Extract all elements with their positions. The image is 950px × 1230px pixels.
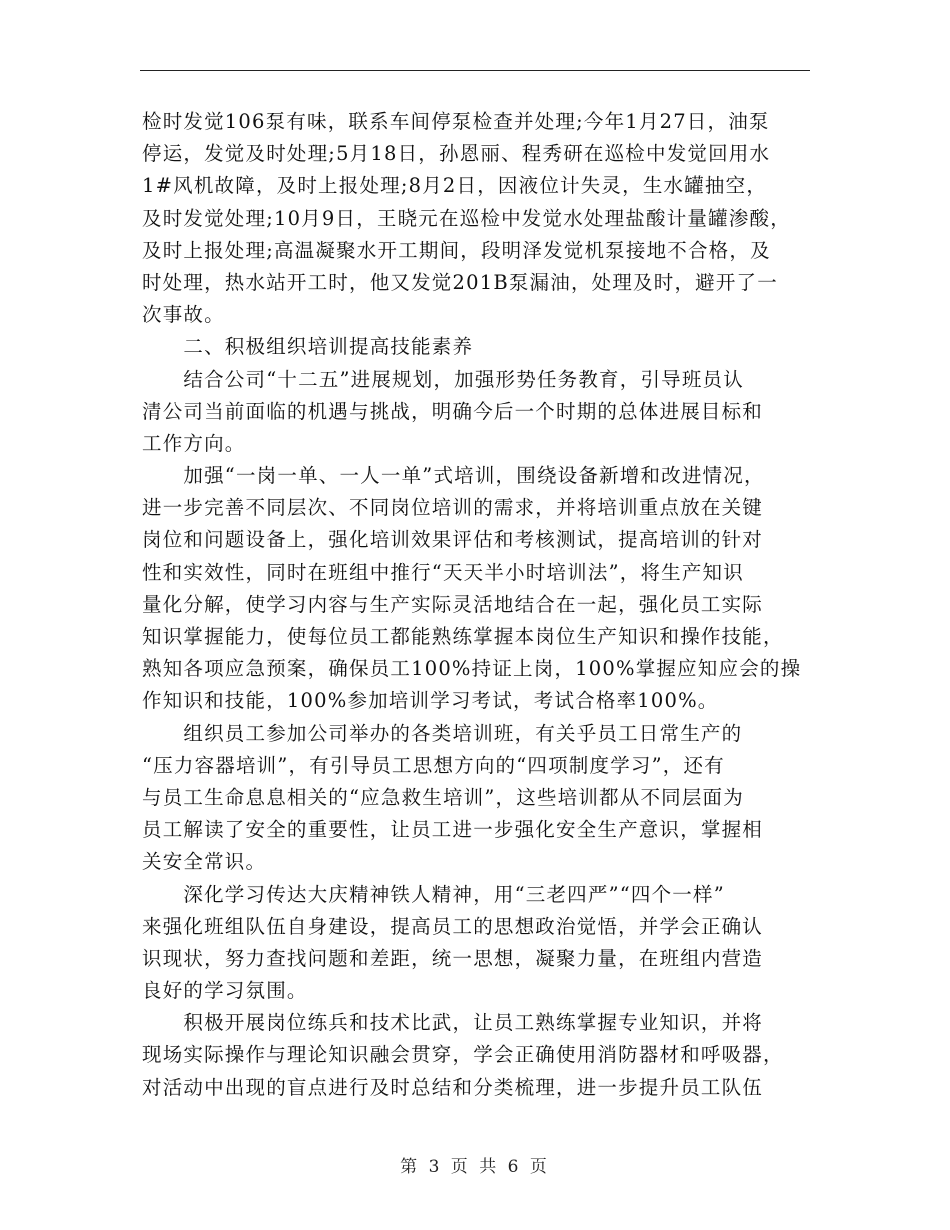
body-line: 对活动中出现的盲点进行及时总结和分类梳理，进一步提升员工队伍 <box>142 1075 764 1099</box>
body-line: 作知识和技能，100%参加培训学习考试，考试合格率100%。 <box>142 689 719 713</box>
body-line: 岗位和问题设备上，强化培训效果评估和考核测试，提高培训的针对 <box>142 528 764 552</box>
body-line: 清公司当前面临的机遇与挑战，明确今后一个时期的总体进展目标和 <box>142 399 764 423</box>
document-body <box>142 106 812 1104</box>
body-line: 识现状，努力查找问题和差距，统一思想，凝聚力量，在班组内营造 <box>142 946 764 970</box>
body-line: 组织员工参加公司举办的各类培训班，有关乎员工日常生产的 <box>142 721 743 745</box>
body-line: 及时上报处理;高温凝聚水开工期间，段明泽发觉机泵接地不合格，及 <box>142 238 771 262</box>
body-line: 知识掌握能力，使每位员工都能熟练掌握本岗位生产知识和操作技能， <box>142 625 784 648</box>
body-line: 停运，发觉及时处理;5月18日，孙恩丽、程秀研在巡检中发觉回用水 <box>142 142 771 166</box>
header-rule <box>140 70 810 71</box>
page-footer: 第 3 页 共 6 页 <box>400 1157 550 1177</box>
body-line: 检时发觉106泵有味，联系车间停泵检查并处理;今年1月27日，油泵 <box>142 110 770 133</box>
body-line: 量化分解，使学习内容与生产实际灵活地结合在一起，强化员工实际 <box>142 592 764 616</box>
body-line: 深化学习传达大庆精神铁人精神，用“三老四严”“四个一样” <box>142 882 725 906</box>
body-line: 性和实效性，同时在班组中推行“天天半小时培训法”，将生产知识 <box>142 560 744 584</box>
body-line: 时处理，热水站开工时，他又发觉201B泵漏油，处理及时，避开了一 <box>142 270 778 294</box>
body-line: 现场实际操作与理论知识融会贯穿，学会正确使用消防器材和呼吸器， <box>142 1043 784 1067</box>
body-line: 工作方向。 <box>142 431 246 455</box>
body-line: 进一步完善不同层次、不同岗位培训的需求，并将培训重点放在关键 <box>142 496 764 520</box>
body-line: 良好的学习氛围。 <box>142 979 308 1003</box>
body-line: “压力容器培训”，有引导员工思想方向的“四项制度学习”，还有 <box>142 753 725 777</box>
body-line: 次事故。 <box>142 303 225 327</box>
body-line: 与员工生命息息相关的“应急救生培训”，这些培训都从不同层面为 <box>142 785 744 809</box>
body-line: 1#风机故障，及时上报处理;8月2日，因液位计失灵，生水罐抽空， <box>142 174 768 198</box>
section-heading: 二、积极组织培训提高技能素养 <box>142 335 474 359</box>
body-line: 加强“一岗一单、一人一单”式培训，围绕设备新增和改进情况， <box>142 464 765 488</box>
body-line: 结合公司“十二五”进展规划，加强形势任务教育，引导班员认 <box>142 367 744 391</box>
body-line: 积极开展岗位练兵和技术比武，让员工熟练掌握专业知识，并将 <box>142 1011 764 1035</box>
body-line: 关安全常识。 <box>142 850 267 874</box>
body-line: 来强化班组队伍自身建设，提高员工的思想政治觉悟，并学会正确认 <box>142 914 764 938</box>
body-line: 熟知各项应急预案，确保员工100%持证上岗，100%掌握应知应会的操 <box>142 657 802 681</box>
body-line: 及时发觉处理;10月9日，王晓元在巡检中发觉水处理盐酸计量罐渗酸， <box>142 206 791 230</box>
body-line: 员工解读了安全的重要性，让员工进一步强化安全生产意识，掌握相 <box>142 818 764 842</box>
